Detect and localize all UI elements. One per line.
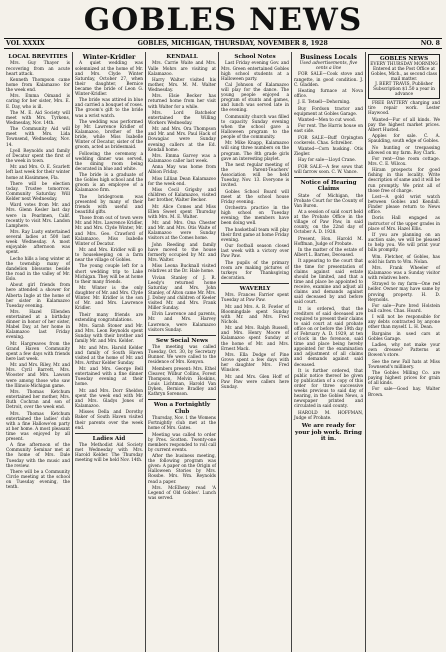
article-body [221,61,289,281]
paragraph: Mr. and Mrs. Ona Chester and Mr. and Mrs. Otis Waite of Kalamazoo were Sunday visitors at the Comes home. [148,221,216,242]
paragraph: Gobles School Board will meet at the school house Friday evening. [221,189,289,205]
paragraph: Mrs. Thomas Ketchum entertained her mother, Mrs. Ruth Cochran and son of Detroit, over the week end. [6,389,70,411]
section-heading: LOCAL BREVITIES [8,54,68,60]
columns [4,52,442,652]
paragraph: Wanted—Fur of all kinds. We pay the highest market prices. Albert Husted. [368,117,440,133]
paragraph: Mrs. Ella Dodge of Pine Grove spent a few days with her daughter Mrs. Fred Winslow. [221,352,289,374]
paragraph: The young couple left for a short wedding trip to Lake Michigan. They will be at home to their many friends. [75,264,143,285]
paragraph: Mrs. Elsie Becker has returned home from her visit with Walter for a while. [148,94,216,110]
paragraph: FOR SALE—A few sows that will farrow soon. C. W. Vance. [294,164,363,175]
paragraph: Hiram prospects for good fishing in this locality. Write description of same and it will be run promptly. We print all of those free of charge. [368,168,440,194]
paragraph: For sale—Pure bred Holstein bull calves. Chas. Hoard. [368,303,440,315]
publisher-box-title: GOBLES NEWS [379,56,429,62]
paragraph: Apples for sale. C. A. Spaulding, south edge of Gobles. [368,134,440,145]
paragraph: Vivian Stanley of J. R. Leedy's returned home Saturday and Mrs. John Stanley, of Alton came Mr. Mrs. J. Dobey and children of Keeler visited Mr. and Mrs. Frank Miller Sunday. [148,275,216,312]
paragraph: Thursday, Nov. 1 the Womens Fortnightly club met at the home of Mrs. Gates. [148,416,216,432]
paragraph: Strayed to my farm—One red heifer. Owner may have same by proving property. H. D. Reynolds. [368,282,440,303]
paragraph: Buy Fordson tractor and equipment at Gobles Garage. [294,106,363,117]
section-heading: Notice of Hearing Claims [300,179,357,193]
paragraph: J. E. Tetsell—Dehorning. [298,100,351,106]
paragraph: At a session of said court held at the Probate Office in the village of Paw Paw, in said county, on the 22nd day of October A. D. 1928. [294,210,363,236]
paragraph: A quiet wedding was solemnized at the home of Mr. and Mrs. Clyde Winter Saturday, October 27, when their daughter, Bernice became the bride of Leon G. Winter-Kridler. [75,61,143,97]
article-body [294,194,363,421]
paragraph: FOR SALE—Cook stove and rangette, in good condition. J. C. Gladden. [294,72,363,88]
paragraph: The bridegroom was presented by many of their friends with useful and beautiful gifts. [75,194,143,215]
paragraph: Mrs. Ray Lusty entertained several ladies at 500 last week Wednesday. A most enjoyable afternoon was spent. [6,230,70,256]
paragraph: Meeting was called to order by Pres. Scotten. Twenty-one members responded to roll call by current events. [148,432,216,453]
section-heading: Won a Fortnightly Club [153,402,211,415]
section-heading: Sew Social News [156,337,208,344]
paragraph: Their many friends are extending congratulations. [75,312,143,323]
paragraph: The M. E. Aid Society will meet with Mrs. Tyrkens, Wednesday, Nov. 14th. [6,110,70,126]
section-heading: Business Locals [299,53,358,61]
paragraph: Members present: Mrs. Ethel Cleaver, Wilbur Collins, Forest Thompson, Melvin Hoskins, Louis Lichtman, Harold Van Dyken, Bernice Bradley and Kathryn Sorenson. [148,366,216,398]
paragraph: HAROLD M. HOFFMAN, Judge of Probate. [294,410,363,421]
section-heading: Winter-Kridler [82,53,136,61]
paragraph: Mrs. Thomas Ketchum entertained the ladies' club with a fine Hallowe'en party at her home. A most pleasant time was enjoyed by all present. [6,411,70,442]
paragraph: Mr. and Mrs. Ora Thompson and Mr. and Mrs. Paul Hack of Dowagiac were Sunday evening callers at the Ed. Kendall home. [148,127,216,153]
paragraph: Mrs. Lord Batchelor entertained the Willing Workers Wednesday. [148,110,216,126]
volume-number: VOL XXXIX [6,40,45,47]
article-body [75,61,143,430]
paragraph: FOR SALE—Buff Orpington cockerels. Chas. Schreiber. [294,135,363,146]
paragraph: The wedding was performed by Mr. Lawrence Kridler of Kalamazoo, brother of the bride, while Miss Isabelle Winter of Decatur, sister of the groom, acted as bridesmaid. [75,119,143,151]
paragraph: No hunting or trespassing allowed on my farm. Roy Clark. [368,145,440,156]
column-5 [292,52,366,652]
divider [75,433,143,434]
article-body [148,416,216,501]
publisher-box [368,54,440,99]
paragraph: Ladies, why not make your own dresses? Patterns at Bowen's store. [368,343,440,359]
paragraph: J. BERT TRAVIS, Publisher [375,82,433,88]
paragraph: Bargains in used cars at Gobles Garage. [368,331,440,342]
paragraph: Those from out of town were Mr. and Mrs. Lawrence Kridler, Mr. and Mrs. Clyde Winter, Mr. and Mrs. Geo. Crawford of Kalamazoo, Miss Isabelle Winter of Decatur. [75,216,143,247]
paragraph: Miss Lillian Dean Kalamazoo for the week end. [148,176,216,187]
paragraph: Mr. and Mrs. Glen Hoff of Paw Paw were callers here Sunday. [221,374,289,390]
paragraph: After the business meeting, the following program was given: A paper on the Origin of Halloween Stories by Mrs. Rossbe. Mrs. Wm. Reynolds read a paper. [148,454,216,485]
paragraph: The Methodist Aid Society met Wednesday with Mrs. Harold Kelder. The Thursday meeting will be held Nov. 14th. [75,443,143,464]
paragraph: Mr. Winter is the only daughter of Mr. and Mrs. Clyde Winter. Mr. Kridler is the son of Mr. and Mrs. Lawrence Kridler. [75,286,144,312]
column-3 [146,52,219,652]
paragraph: Lecho hills a long winter at the township many of dandelion blossoms beside the road in the valley of Mr. Eslo. [6,256,70,283]
paragraph: The basketball team will play their first game at home Friday evening. [221,227,289,243]
article-body [368,101,440,397]
paragraph: Cal Johnson of Kalamazoo will play for the dance. The young people enjoyed a program of stunts and games, and lunch was served late in the evening. [221,82,289,114]
paragraph: Subscription $1.50 a year in advance [373,87,435,98]
paragraph: Wm. Fletcher, of Gobles, has sold his farm to Wm. Nolan. [368,254,440,265]
paragraph: The pupils of the primary room are making pictures of turkeys for Thanksgiving decoration. [221,260,289,281]
paragraph: Harry Walter visited his mother, Mrs. M. M. Walter Wednesday. [148,77,216,94]
paragraph: See the new Fall hats at Miss Townsend's millinery. [368,359,440,370]
masthead: GOBLES NEWS [83,2,363,38]
paragraph: Mr. and Mrs. George Bell entertained with a fine dinner Tuesday evening at their home. [75,367,143,388]
paragraph: It is ordered, that the creditors of said deceased are required to present their claims to said court at said probate office on or before the 19th day of February A. D. 1929, at ten o'clock in the forenoon, said time and place being hereby appointed for the examination and adjustment of all claims and demands against said deceased. [294,306,363,368]
paragraph: Elvin Lawrence and parents, Mr. and Mrs. Harvey Lawrence, were Kalamazoo visitors Sunday. [148,312,216,333]
paragraph: For rent. The Harris house on east side. [294,124,363,135]
paragraph: Misses Della and Dorothy Baker of South Haven visited their parents over the week end. [75,410,143,431]
paragraph: Mr. Hargreaves from the Grand Haven Community spent a few days with friends here last week. [6,341,70,362]
paragraph: Mrs. Emma Oimand is caring for her sister, Mrs. E. E. Day, who is ill. [6,94,70,110]
paragraph: Mrs. McElheny read 'A Legend of Old Gobles'. Lunch was served. [148,485,216,502]
paragraph: Mr. and Mrs. Kridler will go to housekeeping on a farm near the village of Gobles. [75,248,143,264]
paragraph: Lost—A gold wrist watch between Gobles and Kendall. Finder please return to News office. [368,194,440,216]
paragraph: It is further ordered, that public notice thereof be given by publication of a copy of this order for three successive weeks previous to said day of hearing, in the Gobles News, a newspaper printed and circulated in said county. [294,368,363,410]
paragraph: Doris Hall engaged as instructor of the upper grades in place of Mrs. Hazel Ellis. [368,216,440,232]
paragraph: Community church was filled to capacity Sunday evening when the school gave a Halloween program to the people of the community. [221,114,289,141]
paragraph: Mr. and Mrs. A. B. Fowler of Bloomingdale spent Sunday with Mr. and Mrs. Fred Nichols. [221,304,289,325]
article-body [148,345,216,397]
paragraph: Mrs. Sarah Stoner and Mr. and Mrs. Leon Reynolds spent Sunday with their brother and family Mr. and Mrs. Kelder. [75,324,143,345]
paragraph: Last Friday evening Gov. and Mrs. Green entertained Gobles high school students at a Halloween party. [221,61,289,82]
paragraph: Mrs. Guy Thayer is recovering from an acute heart attack. [6,61,70,77]
section-heading: WAVERLY [239,285,271,292]
paragraph: Wanted—Corn husking. Otis Ziegler. [294,146,363,158]
article-body [294,72,363,174]
paragraph: Mr. and Mrs. Dorr Sheldon spent the week end with Mr. and Mrs. Gladys Jones of Kalamazoo. [75,388,143,410]
paragraph: The meeting was called Tuesday, Oct. 30, by Secretary Bunner. We were called to the residence of Mrs. Kenyon. [148,345,216,366]
paragraph: Mrs. Frank Wheeler of Kalamazoo was a Sunday visitor with relatives here. [368,265,440,282]
paragraph: Mr. and Mrs. Riley, Mr. and Mrs. Cyril Barrett, Mrs. Wooster and Mrs. Lawson were among those who saw the Illinois-Michigan game. [6,363,70,389]
paragraph: Mr. and Mrs. Harold Kelder and family of South Haven visited at the home of Mr. and Mrs. Arthur Kelder Sunday. [75,345,143,366]
paragraph: EVERY THURSDAY MORNING [370,62,438,68]
dateline [4,38,442,49]
article-body [6,61,70,490]
paragraph: About girl friends from here attended a shower for Alberta Ingle at the home of her sister in Kalamazoo Tuesday evening. [6,283,70,309]
section-subhead: Used advertisements, five cents a line [299,61,358,72]
issue-number: NO. 8 [420,40,440,47]
paragraph: A fine afternoon of the Community Seminar met at the home of Mrs. Dale Tuesday with the music and the review. [6,443,70,469]
column-1 [4,52,73,652]
publisher-box-lines [370,62,438,97]
column-2 [73,52,146,652]
column-6 [366,52,442,652]
paragraph: Present, Hon. Harold M. Hoffman, Judge of Probate. [294,236,363,247]
paragraph: State of Michigan, the Probate Court for the County of Van Buren. [294,193,363,209]
paragraph: Following the ceremony a wedding dinner was served, the dining room being decorated in blue and white. [75,151,143,172]
paragraph: FREE BATTERY charging and tire repair work. Lester Haywood. [368,101,440,117]
paragraph: Anna May was home from Albion Friday. [148,165,216,176]
job-work-banner: We are ready for your job work. Bring it in. [295,422,362,443]
paragraph: There will be a Community Circle meeting at the school on Tuesday evening, the tenth. [6,469,70,491]
divider [294,177,363,178]
paragraph: Orchestra practice in the high school on Tuesday evening; the members have been doing well. [221,206,289,227]
paragraph: Mr. and Mrs. O. E. Scarlett left last week for their winter home at Kissimmee, Fla. [6,165,70,181]
paragraph: The bride was attired in blue and carried a bouquet of roses. The groom's gift to the bride was a wrist watch. [75,98,143,119]
paragraph: Wanted—Men to cut wood. [298,117,357,123]
paragraph: Miss Cecil Grigsby and children of Kalamazoo, visited her brother, Walter Becker. [148,188,216,204]
column-4 [219,52,292,652]
paragraph: Mr. Alice Comes and Miss Ellen Sweet spent Thursday with Mrs. M. E. Walter. [148,204,216,220]
section-heading: School Notes [234,54,276,60]
paragraph: Kenneth Thompson came home from Kalamazoo for the week end. [6,77,70,94]
paragraph: The Community Aid will meet with Mrs. Lida Townsend, Wednesday, Nov. 14. [6,127,70,148]
paragraph: Ward votes from Mr. and Mrs. Glenn Kesler last day were in Pearlmen, Calif. recently to visit Mrs. Landon Lamphere. [6,203,70,229]
paragraph: Mrs. Carrie Waite and Mrs. Valle Mohrs are visiting at Kalamazoo. [148,61,216,77]
paragraph: I will not be responsible for any debts contracted by anyone other than myself. L. H. Dean. [368,315,440,331]
paragraph: For sale—Good hay. Walter Brown. [368,387,440,398]
paragraph: For rent—One room cottage. Mrs. C. E. Wilcox. [368,156,440,167]
paragraph: Lyell Reynolds and family of Decatur spent the first of the week in town. [6,148,70,165]
paragraph: Mrs. Frances Farrier spent Tuesday at Paw Paw. [221,293,289,304]
paragraph: Our football season closed last week with a victory over Paw Paw. [221,244,289,260]
paragraph: Hay for sale—Lloyd Crane. [298,158,356,164]
article-body [148,61,216,332]
paragraph: John Reeding and family have moved to the house formerly occupied by Mr. and Mrs. Walter. [148,242,216,263]
paragraph: The next regular meeting of the Parent-Teachers' Association will be held Tuesday, Nov. 13. Everyone is invited. [221,162,289,189]
paragraph: Mrs. Emma Garvey was a Kalamazoo caller last week. [148,153,216,165]
place-date: GOBLES, MICHIGAN, THURSDAY, NOVEMBER 8, 1928 [137,40,328,47]
paragraph: Entered at the Post Office at Gobles, Mich., as second class mail matter. [370,67,438,83]
paragraph: The Gobles Milling Co. are paying highest prices for grain of all kinds. [368,370,440,387]
paragraph: Mrs. Hazel Ellenden entertained at a birthday dinner in honor of her sister, Mabel Day, at her home in Kalamazoo last Friday evening. [6,309,70,341]
article-body [221,293,289,389]
paragraph: The bride is a graduate of the Gobles high school and the groom is an employee of a Kalamazoo firm. [75,173,143,194]
paragraph: If you are planning on an auction sale, we will be pleased to help you. We will print your bills promptly. [368,232,440,254]
paragraph: There will be election today. Trustee tomorrow. Community Saturday. Will Kelder next Wednesday. [6,181,70,203]
divider [221,283,289,284]
article-body [75,443,143,463]
paragraph: It appearing to the court that the time for presentation of claims against said estate should be limited, and that a time and place be appointed to receive, examine and adjust all claims and demands against said deceased by and before said court. [294,259,363,306]
paragraph: Mr. Mike Knapp, Kalamazoo will sing three numbers on the program. The 8th grade girls gave an interesting playlet. [221,141,289,162]
paragraph: Heating furnace at Nova office. [294,88,363,99]
paragraph: Miss Leona Bucknall visited relatives at the Dr. Hale home. [148,264,216,275]
divider [148,335,216,336]
divider [148,399,216,400]
paragraph: In the matter of the estate of Albert L. Barnes, Deceased. [294,248,363,259]
section-heading: Ladies Aid [92,435,126,442]
section-heading: KENDALL [166,54,198,60]
paragraph: Mr. and Mrs. Ralph Russell, and Mrs. Henry Moore of Kalamazoo spent Sunday at the home of Mr. and Mrs. Ernest Mack. [221,326,289,352]
